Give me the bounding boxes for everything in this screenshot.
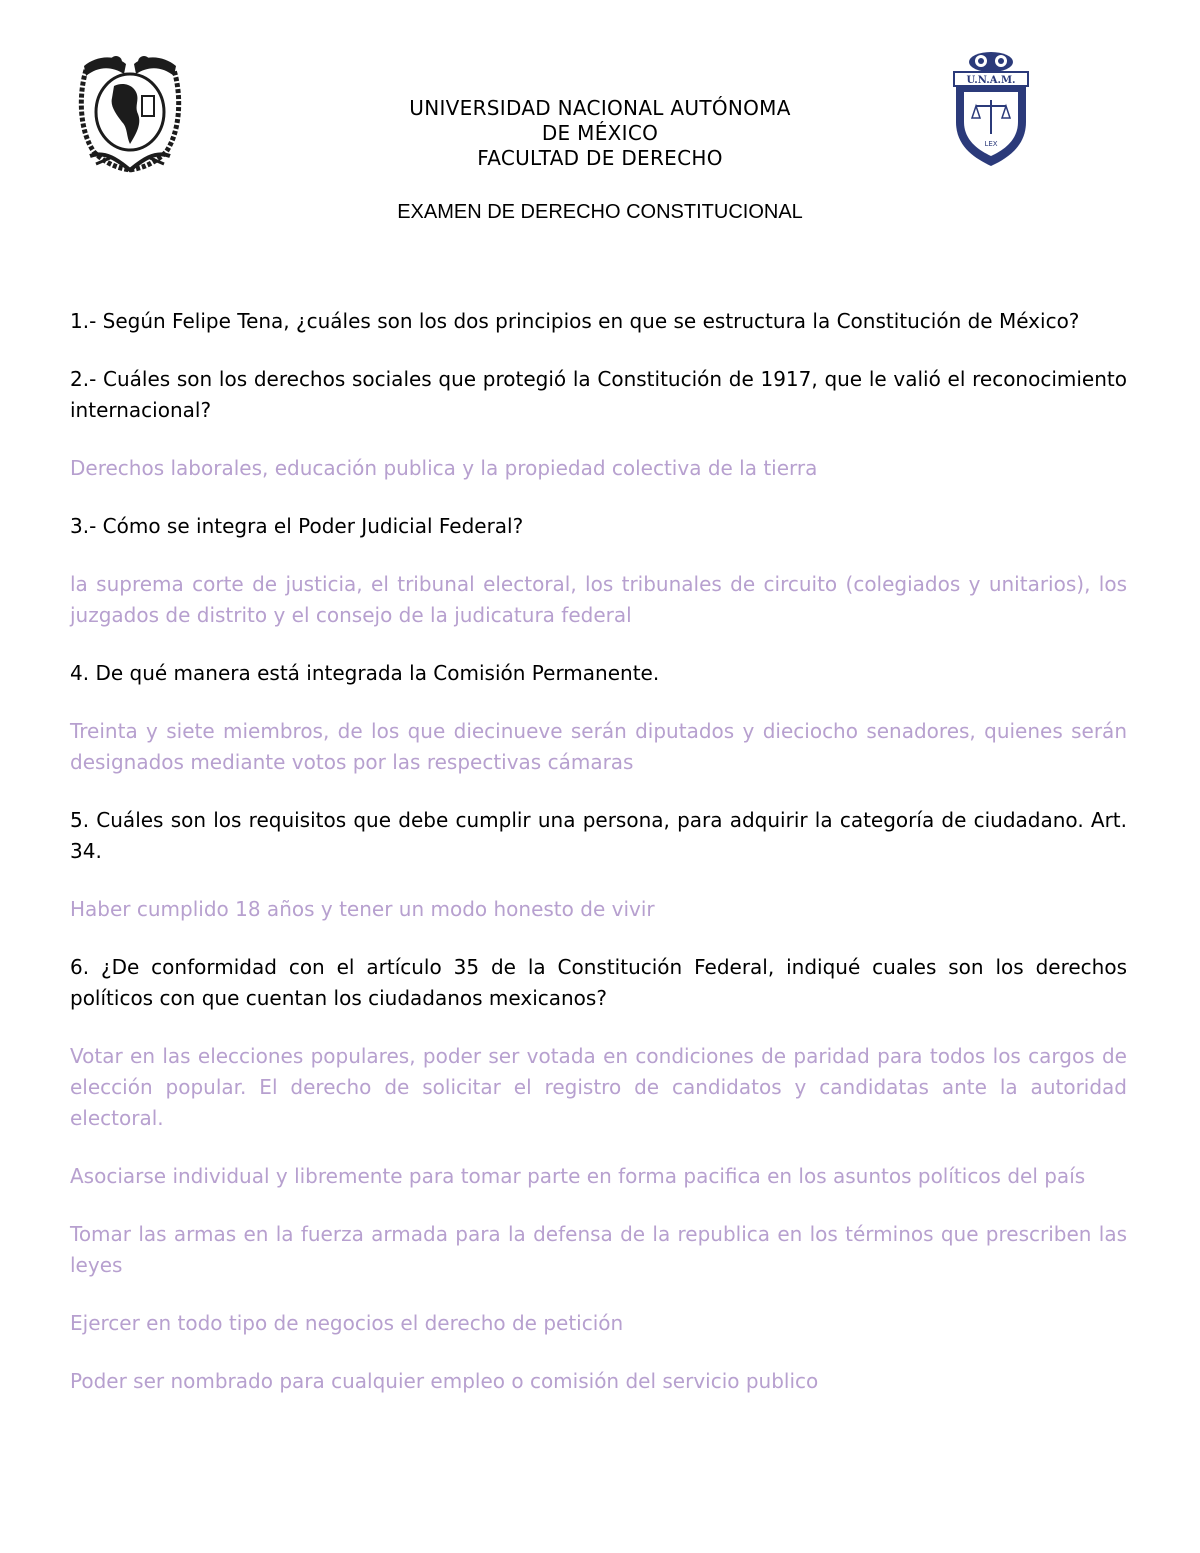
question-2: 2.- Cuáles son los derechos sociales que protegió la Constitución de 1917, que le valió el reconocimiento internacional?: [70, 367, 1127, 422]
answer-5: Haber cumplido 18 años y tener un modo honesto de vivir: [70, 897, 655, 921]
unam-crest-logo: [76, 52, 184, 174]
university-header: [300, 96, 900, 171]
question-1: 1.- Según Felipe Tena, ¿cuáles son los dos principios en que se estructura la Constitución de México?: [70, 309, 1080, 333]
facultad-derecho-shield-logo: [950, 50, 1032, 168]
header-line-country: DE MÉXICO: [541, 121, 659, 145]
exam-content: [70, 306, 1127, 1397]
header-line-university: UNIVERSIDAD NACIONAL AUTÓNOMA: [409, 96, 791, 120]
exam-title: EXAMEN DE DERECHO CONSTITUCIONAL: [397, 201, 803, 223]
answer-2: Derechos laborales, educación publica y la propiedad colectiva de la tierra: [70, 456, 818, 480]
answer-6-4: Ejercer en todo tipo de negocios el derecho de petición: [70, 1311, 624, 1335]
question-4: 4. De qué manera está integrada la Comisión Permanente.: [70, 661, 660, 685]
shield-banner-text: U.N.A.M.: [966, 75, 1016, 86]
answer-6-1: Votar en las elecciones populares, poder ser votada en condiciones de paridad para todos los cargos de elección popular. El derecho de solicitar el registro de candidatos y candidatas ante la autoridad electoral.: [70, 1044, 1127, 1130]
question-5: 5. Cuáles son los requisitos que debe cumplir una persona, para adquirir la categoría de ciudadano. Art. 34.: [70, 808, 1127, 863]
answer-6-3: Tomar las armas en la fuerza armada para la defensa de la republica en los términos que prescriben las leyes: [70, 1222, 1127, 1277]
answer-4: Treinta y siete miembros, de los que diecinueve serán diputados y dieciocho senadores, quienes serán designados mediante votos por las respectivas cámaras: [70, 719, 1127, 774]
answer-3: la suprema corte de justicia, el tribunal electoral, los tribunales de circuito (colegiados y unitarios), los juzgados de distrito y el consejo de la judicatura federal: [70, 572, 1127, 627]
header-line-faculty: FACULTAD DE DERECHO: [477, 146, 723, 170]
question-3: 3.- Cómo se integra el Poder Judicial Federal?: [70, 514, 524, 538]
answer-6-5: Poder ser nombrado para cualquier empleo o comisión del servicio publico: [70, 1369, 819, 1393]
answer-6-2: Asociarse individual y libremente para tomar parte en forma pacifica en los asuntos políticos del país: [70, 1164, 1086, 1188]
question-6: 6. ¿De conformidad con el artículo 35 de la Constitución Federal, indiqué cuales son los derechos políticos con que cuentan los ciudadanos mexicanos?: [70, 955, 1127, 1010]
shield-lex-text: LEX: [984, 140, 998, 148]
